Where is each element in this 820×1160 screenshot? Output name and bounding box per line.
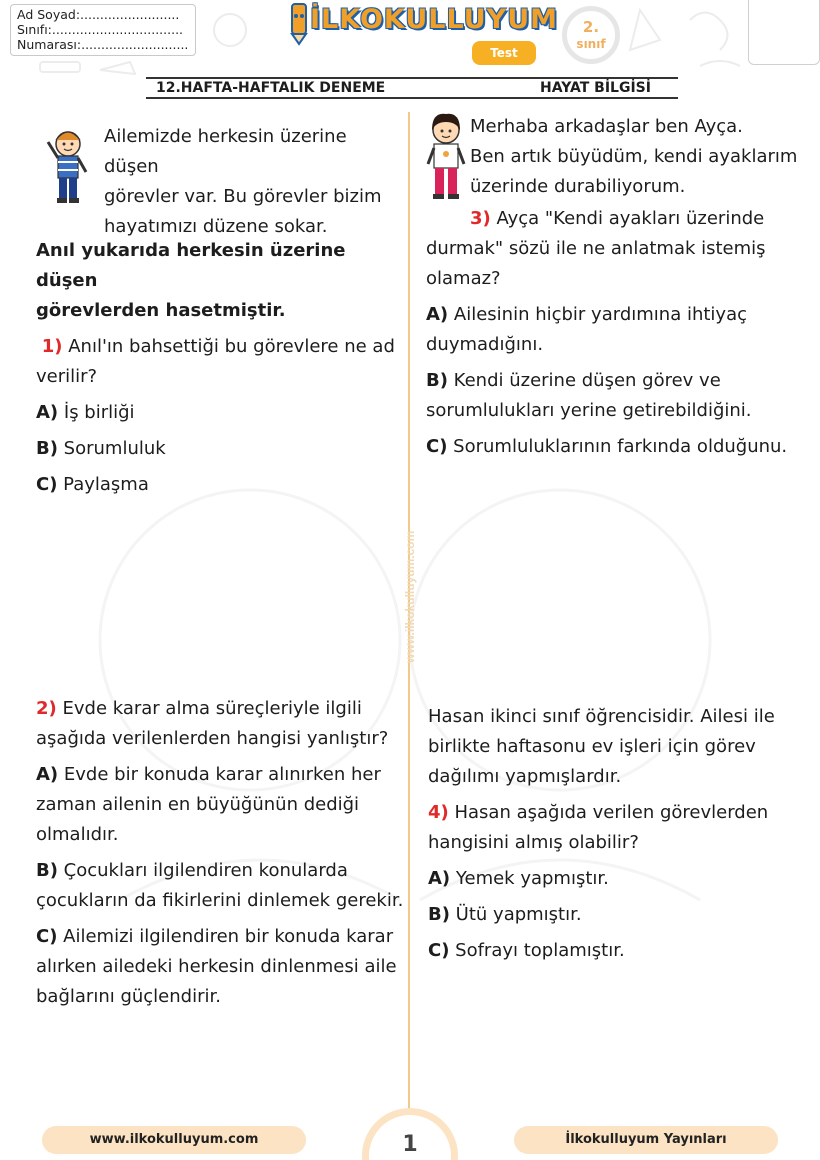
question-text: Hasan aşağıda verilen görevlerden — [448, 802, 769, 823]
name-line[interactable]: Ad Soyad:......................... — [17, 7, 180, 22]
site-watermark — [400, 500, 420, 665]
number-line[interactable]: Numarası:........................... — [17, 37, 189, 52]
option-b[interactable]: B) Çocukları ilgilendiren konularda çocukların da fikirlerini dinlemek gerekir. — [36, 860, 404, 911]
student-info-box — [10, 4, 196, 56]
brand-logo: İLKOKULLUYUM — [310, 4, 558, 35]
intro-line: üzerinde durabiliyorum. — [470, 176, 686, 197]
boy-illustration-icon — [44, 128, 92, 206]
option-a[interactable]: A) İş birliği — [36, 402, 135, 423]
footer-website-link[interactable]: www.ilkokulluyum.com — [42, 1126, 306, 1154]
option-c[interactable]: C) Sorumluluklarının farkında olduğunu. — [426, 436, 788, 457]
test-badge: Test — [472, 41, 536, 65]
grade-badge — [562, 6, 620, 64]
question-number: 4) — [428, 802, 449, 823]
question-4 — [428, 702, 816, 966]
grade-number: 2. — [582, 18, 600, 36]
question-text: Anıl'ın bahsettiği bu görevlere ne ad — [62, 336, 395, 357]
intro-line: birlikte haftasonu ev işleri için görev — [428, 736, 756, 757]
question-3 — [426, 204, 816, 462]
intro-line: dağılımı yapmışlardır. — [428, 766, 622, 787]
footer-publisher: İlkokulluyum Yayınları — [514, 1126, 778, 1154]
option-c[interactable]: C) Paylaşma — [36, 474, 149, 495]
subject-title: HAYAT BİLGİSİ — [540, 80, 651, 96]
question-text: Evde karar alma süreçleriyle ilgili — [56, 698, 362, 719]
option-b[interactable]: B) Ütü yapmıştır. — [428, 904, 582, 925]
question-text: verilir? — [36, 366, 98, 387]
statement-line: görevlerden hasetmiştir. — [36, 300, 286, 321]
question-text: aşağıda verilenlerden hangisi yanlıştır? — [36, 728, 389, 749]
question-number: 1) — [41, 336, 63, 357]
intro-line: Merhaba arkadaşlar ben Ayça. — [470, 116, 743, 137]
page-number: 1 — [362, 1108, 458, 1160]
grade-word: sınıf — [576, 37, 606, 51]
question-text: durmak" sözü ile ne anlatmak istemiş — [426, 238, 766, 259]
intro-paragraph-1 — [104, 122, 404, 242]
option-a[interactable]: A) Ailesinin hiçbir yardımına ihtiyaç duymadığını. — [426, 304, 747, 355]
question-number: 2) — [36, 698, 57, 719]
option-b[interactable]: B) Sorumluluk — [36, 438, 166, 459]
intro-line: görevler var. Bu görevler bizim — [104, 186, 382, 207]
statement-line: Anıl yukarıda herkesin üzerine düşen — [36, 240, 346, 291]
question-text: Ayça "Kendi ayakları üzerinde — [490, 208, 765, 229]
intro-line: hayatımızı düzene sokar. — [104, 216, 328, 237]
intro-line: Ailemizde herkesin üzerine düşen — [104, 126, 347, 177]
question-number: 3) — [470, 208, 491, 229]
score-box — [748, 0, 820, 65]
intro-line: Ben artık büyüdüm, kendi ayaklarım — [470, 146, 798, 167]
option-c[interactable]: C) Sofrayı toplamıştır. — [428, 940, 625, 961]
intro-paragraph-3 — [470, 112, 815, 202]
girl-illustration-icon — [424, 112, 468, 202]
question-text: hangisini almış olabilir? — [428, 832, 639, 853]
week-title: 12.HAFTA-HAFTALIK DENEME — [156, 80, 386, 96]
option-b[interactable]: B) Kendi üzerine düşen görev ve sorumlulukları yerine getirebildiğini. — [426, 370, 752, 421]
class-line[interactable]: Sınıfı:................................. — [17, 22, 184, 37]
intro-line: Hasan ikinci sınıf öğrencisidir. Ailesi ile — [428, 706, 775, 727]
option-a[interactable]: A) Yemek yapmıştır. — [428, 868, 609, 889]
question-text: olamaz? — [426, 268, 501, 289]
watermark-text: www.ilkokulluyum.com — [403, 530, 417, 663]
question-2 — [36, 694, 406, 1012]
question-1 — [36, 236, 406, 500]
option-a[interactable]: A) Evde bir konuda karar alınırken her zaman ailenin en büyüğünün dediği olmalıdır. — [36, 764, 381, 845]
option-c[interactable]: C) Ailemizi ilgilendiren bir konuda karar alırken ailedeki herkesin dinlenmesi aile bağlarını güçlendirir. — [36, 926, 397, 1007]
